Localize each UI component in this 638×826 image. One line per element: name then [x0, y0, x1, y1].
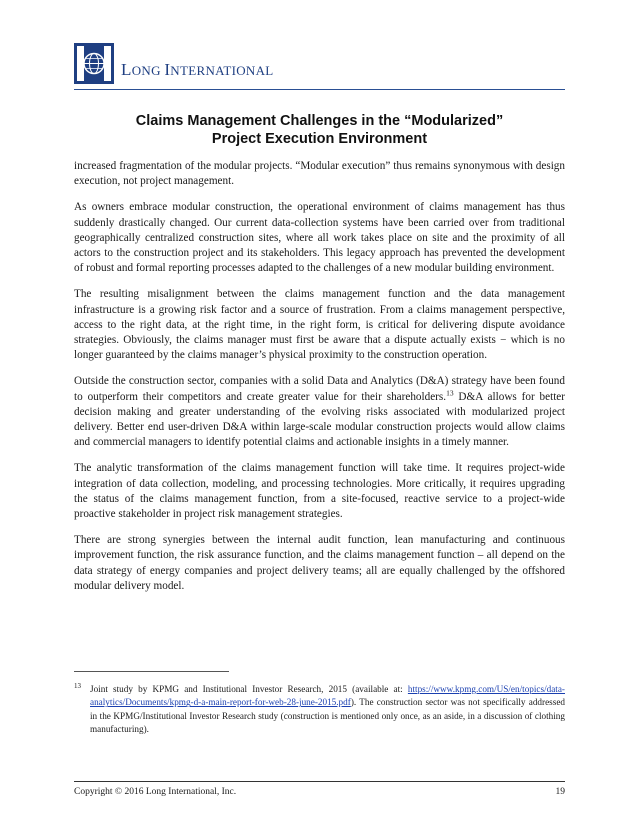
paragraph-1: increased fragmentation of the modular projects. “Modular execution” thus remains synonymous with design execution, not project management. [74, 160, 565, 188]
title-line-1: Claims Management Challenges in the “Modularized” [135, 113, 504, 129]
paragraph-3: The resulting misalignment between the claims management function and the data management infrastructure is a growing risk factor and a source of frustration. From a claims management perspective, access to the right data, at the right time, in the right form, is critical for delivering dispute avoidance strategies. Obviously, the claims manager must first be aware that a dispute actually exists − which is no longer guaranteed by the claims manager’s physical proximity to the construction operation. [74, 288, 565, 362]
footnote-reference[interactable]: 13 [446, 387, 454, 397]
paragraph-5: The analytic transformation of the claims management function will take time. It requires project-wide integration of data collection, modeling, and processing technologies. More critically, it requires upgrading the status of the claims management function, from a site-focused, reactive service to a project-wide proactive stakeholder in project risk management strategies. [74, 462, 565, 521]
footnote-link[interactable]: https://www.kpmg.com/US/en/topics/data-analytics/Documents/kpmg-d-a-main-report-for-web-28-june-2015.pdf [90, 684, 565, 708]
page-number: 19 [555, 787, 565, 797]
header-divider [74, 89, 565, 90]
footer-copyright: Copyright © 2016 Long International, Inc. [74, 787, 237, 797]
title-line-2: Project Execution Environment [211, 131, 428, 147]
paragraph-2: As owners embrace modular construction, the operational environment of claims management has thus suddenly drastically changed. Our current data-collection systems have been carried over from traditional geographically centralized construction sites, where all work takes place on site and the proximity of all actors to the construction project and its stakeholders. This legacy approach has prevented the development of robust and formal reporting processes adapted to the challenges of a new modular building environment. [74, 201, 565, 275]
company-name: LONG INTERNATIONAL [121, 60, 274, 79]
paragraph-6: There are strong synergies between the internal audit function, lean manufacturing and continuous improvement function, the risk assurance function, and the claims management function – all depend on the data strategy of energy companies and project delivery teams; all are equally challenged by the offshored modular delivery model. [74, 534, 565, 592]
footnote [74, 683, 565, 737]
page-title [74, 112, 565, 148]
footnote-divider [74, 671, 229, 672]
footnote-text: Joint study by KPMG and Institutional Investor Research, 2015 (available at: https://www.kpmg.com/US/en/topics/data-analytics/Documents/kpmg-d-a-main-report-for-web-28-june-2015.pdf). The construction sector was not specifically addressed in the KPMG/Institutional Investor Research study (construction is mentioned only once, as an aside, in a discussion of clothing manufacturing). [90, 684, 565, 735]
document-body [74, 159, 565, 605]
paragraph-4: Outside the construction sector, companies with a solid Data and Analytics (D&A) strategy have been found to outperform their competitors and create greater value for their shareholders.$^{13}$ D&A allows for better decision making and greater understanding of the evolving risks associated with modularized project delivery. Better end user-driven D&A within large-scale modular construction projects would allow claims and commercial managers to identify potential claims and actionable insights in a timely manner. [74, 375, 566, 449]
company-logo [74, 43, 114, 84]
footer-divider [74, 781, 565, 782]
footnote-number: 13 [74, 682, 81, 690]
